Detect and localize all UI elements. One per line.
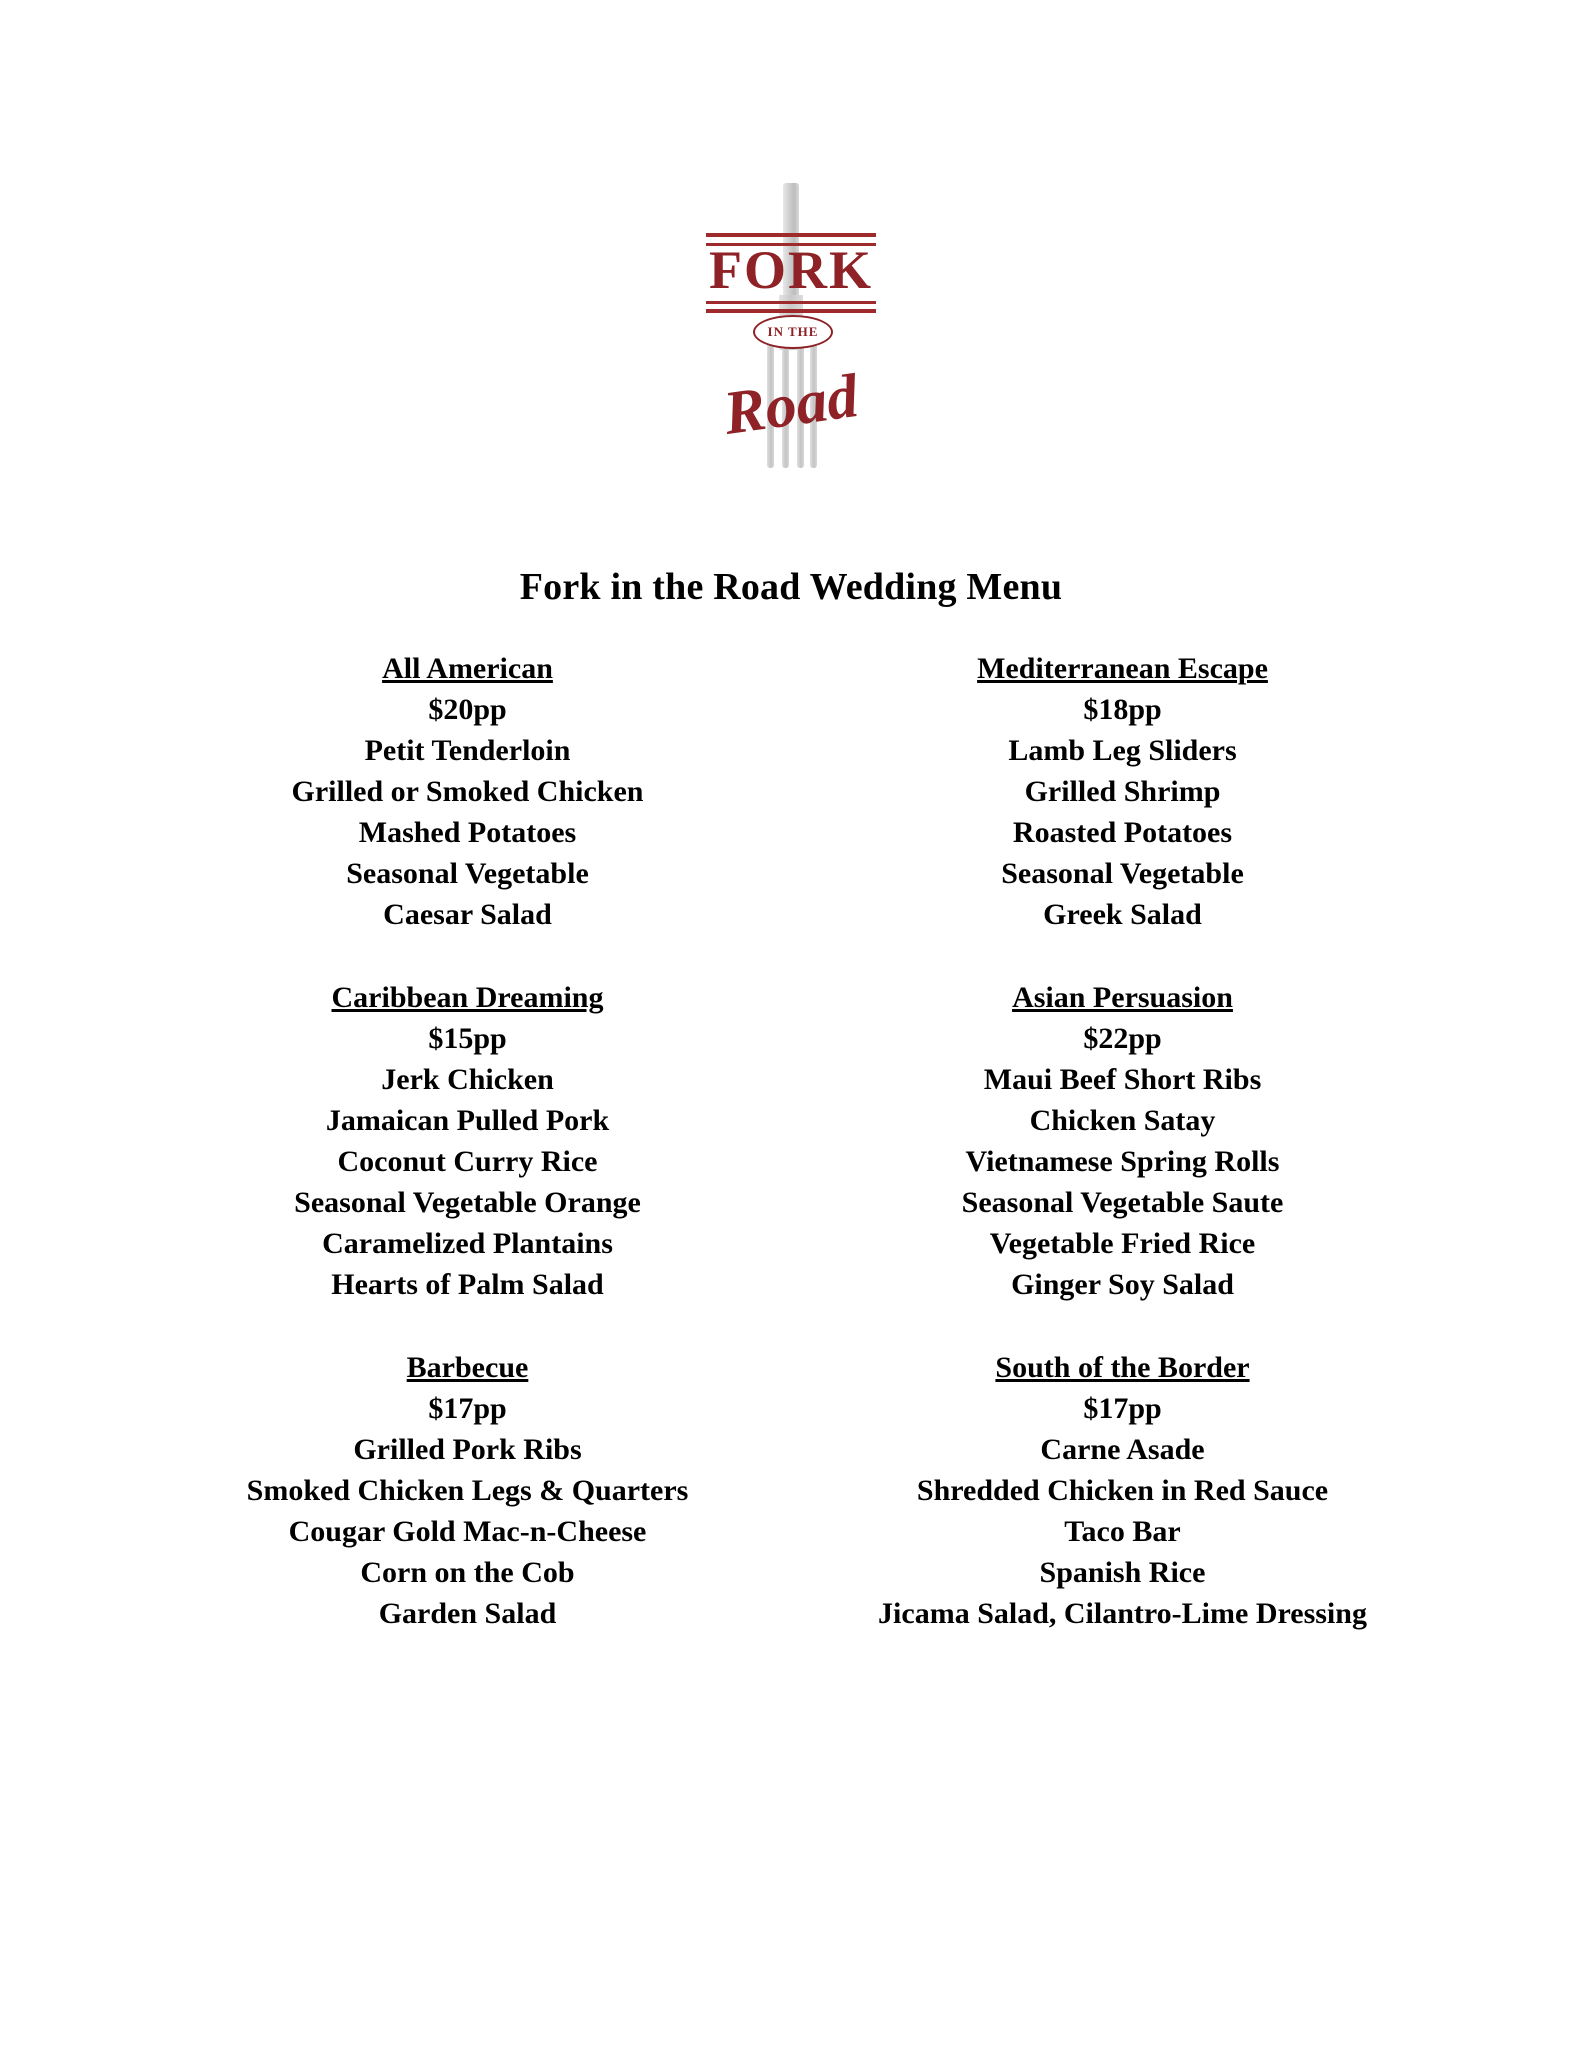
list-item: Mashed Potatoes xyxy=(358,816,577,849)
fork-in-the-road-logo-graphic xyxy=(701,175,881,525)
menu-package-caribbean-dreaming xyxy=(150,977,785,1347)
list-item: Seasonal Vegetable xyxy=(1001,857,1244,890)
list-item: Taco Bar xyxy=(1064,1515,1181,1548)
list-item: Grilled Shrimp xyxy=(1024,775,1221,808)
list-item: Vegetable Fried Rice xyxy=(989,1227,1256,1260)
list-item: Caesar Salad xyxy=(383,898,552,931)
list-item: Shredded Chicken in Red Sauce xyxy=(916,1474,1329,1507)
package-title: Asian Persuasion xyxy=(1012,981,1233,1014)
package-title: Barbecue xyxy=(406,1351,529,1384)
package-item-list xyxy=(805,1059,1440,1305)
list-item: Chicken Satay xyxy=(1029,1104,1216,1137)
brand-logo xyxy=(0,175,1582,525)
list-item: Seasonal Vegetable Orange xyxy=(294,1186,641,1219)
list-item: Caramelized Plantains xyxy=(322,1227,613,1260)
logo-wordmark-inthe: IN THE xyxy=(753,315,833,349)
package-title: Mediterranean Escape xyxy=(977,652,1268,685)
list-item: Seasonal Vegetable xyxy=(346,857,589,890)
list-item: Grilled or Smoked Chicken xyxy=(291,775,644,808)
menu-package-asian-persuasion xyxy=(805,977,1440,1347)
list-item: Petit Tenderloin xyxy=(364,734,571,767)
list-item: Cougar Gold Mac-n-Cheese xyxy=(288,1515,647,1548)
package-title: All American xyxy=(382,652,553,685)
package-item-list xyxy=(150,730,785,935)
package-title: South of the Border xyxy=(995,1351,1250,1384)
logo-rule-icon xyxy=(706,233,876,237)
package-price: $17pp xyxy=(1083,1392,1162,1425)
package-item-list xyxy=(805,730,1440,935)
package-item-list xyxy=(150,1059,785,1305)
package-price: $15pp xyxy=(428,1022,507,1055)
package-price: $22pp xyxy=(1083,1022,1162,1055)
package-item-list xyxy=(150,1429,785,1634)
package-title: Caribbean Dreaming xyxy=(331,981,604,1014)
list-item: Maui Beef Short Ribs xyxy=(983,1063,1262,1096)
package-price: $20pp xyxy=(428,693,507,726)
logo-wordmark-road: Road xyxy=(719,361,863,449)
list-item: Corn on the Cob xyxy=(360,1556,575,1589)
list-item: Smoked Chicken Legs & Quarters xyxy=(246,1474,689,1507)
menu-package-all-american xyxy=(150,648,785,977)
list-item: Greek Salad xyxy=(1043,898,1202,931)
package-price: $17pp xyxy=(428,1392,507,1425)
list-item: Vietnamese Spring Rolls xyxy=(965,1145,1280,1178)
list-item: Coconut Curry Rice xyxy=(337,1145,598,1178)
package-price: $18pp xyxy=(1083,693,1162,726)
menu-package-south-of-the-border xyxy=(805,1347,1440,1676)
list-item: Garden Salad xyxy=(378,1597,557,1630)
list-item: Lamb Leg Sliders xyxy=(1008,734,1237,767)
list-item: Jicama Salad, Cilantro-Lime Dressing xyxy=(878,1597,1367,1630)
menu-packages-grid xyxy=(150,648,1440,1676)
package-item-list xyxy=(805,1429,1440,1634)
list-item: Grilled Pork Ribs xyxy=(353,1433,582,1466)
list-item: Hearts of Palm Salad xyxy=(331,1268,604,1301)
logo-rule-icon xyxy=(706,309,876,313)
list-item: Jamaican Pulled Pork xyxy=(325,1104,610,1137)
list-item: Spanish Rice xyxy=(1039,1556,1206,1589)
list-item: Jerk Chicken xyxy=(381,1063,554,1096)
list-item: Carne Asade xyxy=(1040,1433,1205,1466)
list-item: Seasonal Vegetable Saute xyxy=(961,1186,1284,1219)
list-item: Ginger Soy Salad xyxy=(1011,1268,1234,1301)
list-item: Roasted Potatoes xyxy=(1012,816,1233,849)
logo-rule-icon xyxy=(706,301,876,304)
logo-wordmark-fork: FORK xyxy=(709,240,873,300)
page-title: Fork in the Road Wedding Menu xyxy=(519,566,1063,608)
menu-package-mediterranean-escape xyxy=(805,648,1440,977)
menu-package-barbecue xyxy=(150,1347,785,1676)
